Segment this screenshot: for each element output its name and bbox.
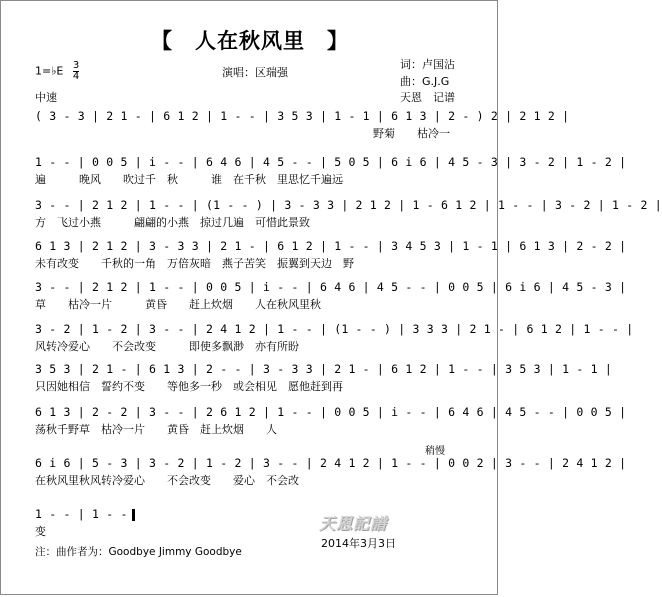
notation-line-6: 3 - 2 | 1 - 2 | 3 - - | 2 4 1 2 | 1 - - | (1 - - ) | 3 3 3 | 2 1 - | 6 1 2 | 1 - - | bbox=[35, 322, 634, 336]
song-title: 【 人在秋风里 】 bbox=[151, 29, 349, 53]
time-top: 3 bbox=[72, 60, 80, 71]
lyric-line-6: 风转冷爱心 不会改变 即使多飘渺 亦有所盼 bbox=[35, 340, 299, 353]
lyric-line-1: 野菊 枯冷一 bbox=[373, 127, 450, 140]
notation-line-10: 1 - - | 1 - - bbox=[35, 507, 128, 521]
key-signature: 1=♭E bbox=[35, 64, 64, 78]
notation-line-1: ( 3 - 3 | 2 1 - | 6 1 2 | 1 - - | 3 5 3 | 1 - 1 | 6 1 3 | 2 - ) 2 | 2 1 2 | bbox=[35, 109, 570, 123]
notation-line-2: 1 - - | 0 0 5 | i - - | 6 4 6 | 4 5 - - | 5 0 5 | 6 i 6 | 4 5 - 3 | 3 - 2 | 1 - 2 | bbox=[35, 155, 627, 169]
composer-credit: 曲：G.J.G bbox=[400, 75, 450, 88]
lyric-line-2: 遍 晚风 吹过千 秋 谁 在千秋 里思忆千遍远 bbox=[35, 173, 343, 186]
lyricist-credit: 词：卢国沾 bbox=[400, 58, 455, 71]
lyric-line-5: 草 枯冷一片 黄昏 赶上炊烟 人在秋风里秋 bbox=[35, 298, 321, 311]
composer-note: 注：曲作者为：Goodbye Jimmy Goodbye bbox=[35, 546, 242, 558]
notation-line-3: 3 - - | 2 1 2 | 1 - - | (1 - - ) | 3 - 3 3 | 2 1 2 | 1 - 6 1 2 | 1 - - | 3 - 2 | 1 - 2 | bbox=[35, 198, 662, 212]
lyric-line-9: 在秋风里秋风转冷爱心 不会改变 爱心 不会改 bbox=[35, 474, 299, 487]
time-signature bbox=[73, 61, 79, 82]
notation-line-5: 3 - - | 2 1 2 | 1 - - | 0 0 5 | i - - | 6 4 6 | 4 5 - - | 0 0 5 | 6 i 6 | 4 5 - 3 | bbox=[35, 280, 627, 294]
lyric-line-4: 未有改变 千秋的一角 万倍灰暗 燕子苦笑 振翼到天边 野 bbox=[35, 257, 354, 270]
slowdown-marking: 稍慢 bbox=[425, 446, 445, 457]
transcriber-credit: 天恩 记谱 bbox=[400, 91, 455, 104]
lyric-line-3: 方 飞过小燕 翩翩的小燕 掠过几遍 可惜此景致 bbox=[35, 216, 310, 229]
lyric-line-10: 变 bbox=[35, 525, 46, 538]
score-date: 2014年3月3日 bbox=[321, 537, 396, 550]
notation-line-8: 6 1 3 | 2 - 2 | 3 - - | 2 6 1 2 | 1 - - | 0 0 5 | i - - | 6 4 6 | 4 5 - - | 0 0 5 | bbox=[35, 405, 627, 419]
notation-line-7: 3 5 3 | 2 1 - | 6 1 3 | 2 - - | 3 - 3 3 | 2 1 - | 6 1 2 | 1 - - | 3 5 3 | 1 - 1 | bbox=[35, 362, 613, 376]
tempo-marking: 中速 bbox=[35, 91, 57, 104]
key-time-signature bbox=[35, 61, 79, 82]
lyric-line-7: 只因她相信 誓约不变 等他多一秒 或会相见 愿他赶到再 bbox=[35, 380, 343, 393]
lyric-line-8: 荡秋千野草 枯冷一片 黄昏 赶上炊烟 人 bbox=[35, 423, 277, 436]
notation-line-4: 6 1 3 | 2 1 2 | 3 - 3 3 | 2 1 - | 6 1 2 | 1 - - | 3 4 5 3 | 1 - 1 | 6 1 3 | 2 - 2 | bbox=[35, 239, 627, 253]
final-barline bbox=[132, 509, 135, 521]
notation-line-9: 6 i 6 | 5 - 3 | 3 - 2 | 1 - 2 | 3 - - | 2 4 1 2 | 1 - - | 0 0 2 | 3 - - | 2 4 1 2 | bbox=[35, 456, 627, 470]
time-bottom: 4 bbox=[72, 71, 80, 82]
transcriber-signature: 天恩記譜 bbox=[319, 514, 388, 533]
singer-credit: 演唱：区瑞强 bbox=[222, 66, 288, 79]
